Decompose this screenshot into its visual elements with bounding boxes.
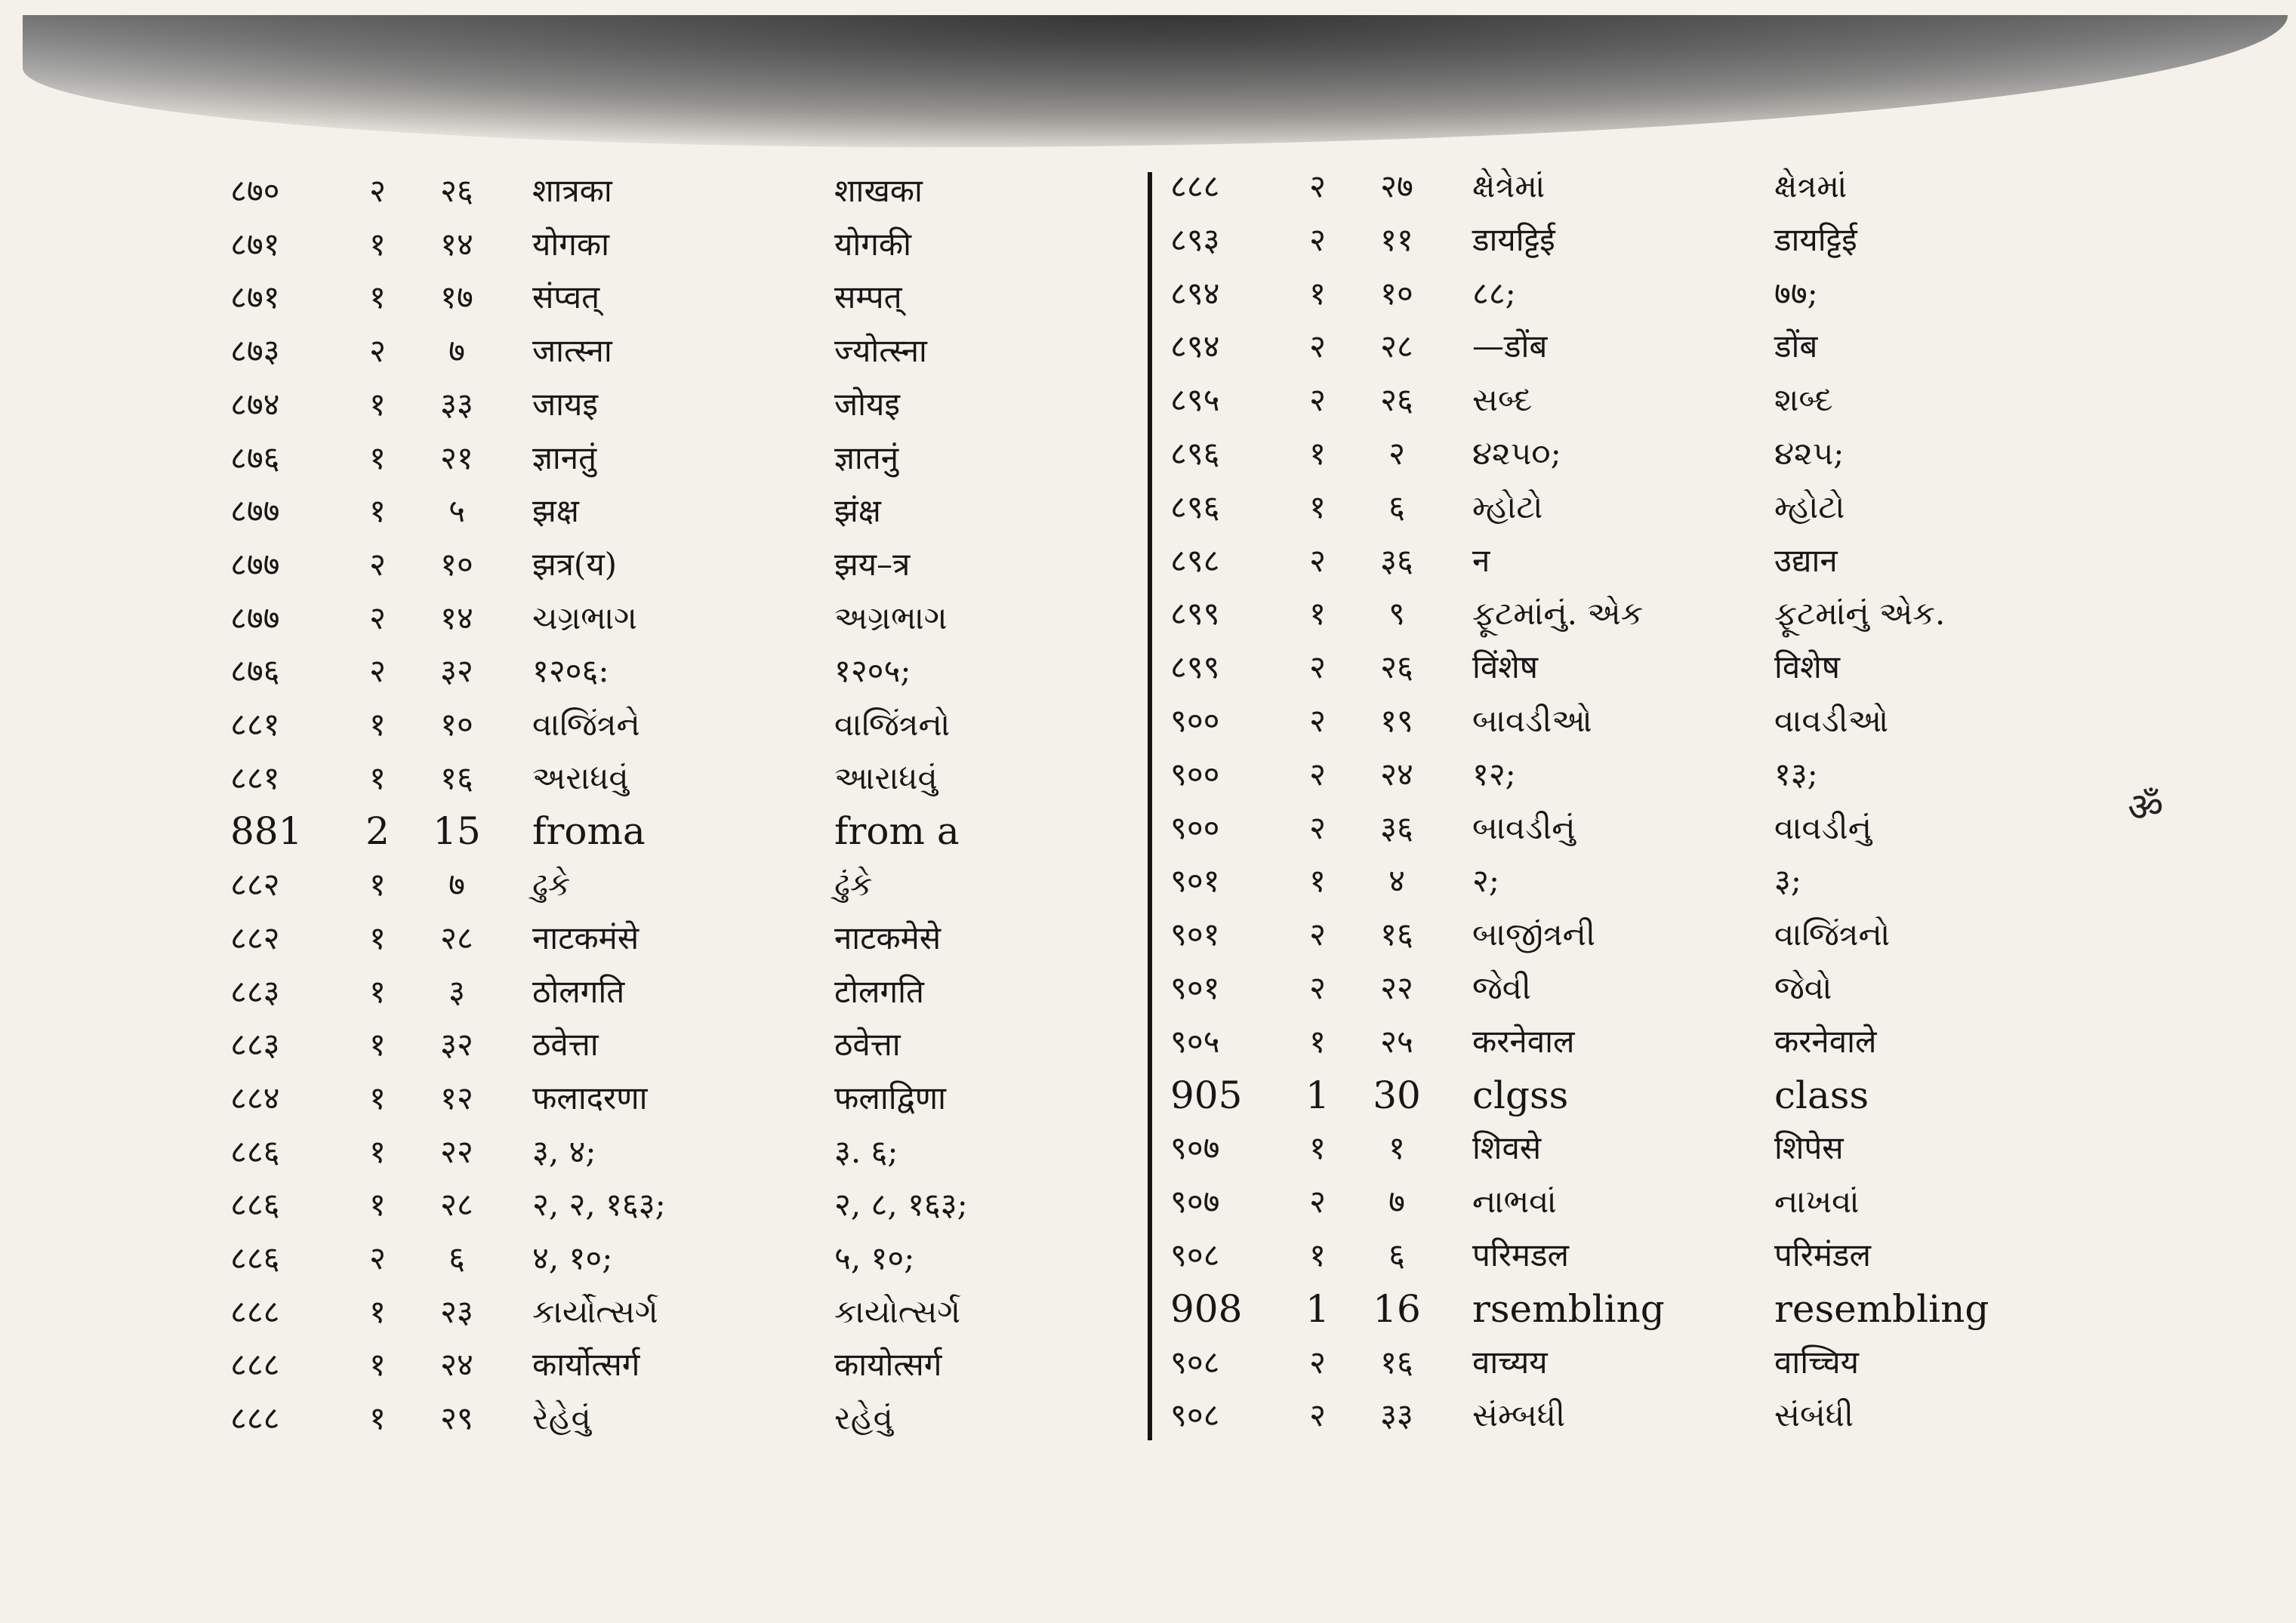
- incorrect-text: ક્ષેત્રેમાં: [1472, 168, 1546, 205]
- line-number: २२: [1380, 969, 1413, 1006]
- line-number: ६: [448, 1240, 465, 1277]
- column-number: १: [369, 279, 386, 316]
- line-number: २८: [440, 919, 473, 956]
- column-number: १: [1309, 1129, 1326, 1167]
- correct-text: વાજિંત્રનો: [834, 706, 951, 743]
- correct-text: ठवेत्ता: [834, 1026, 901, 1064]
- correct-text: આરાધવું: [834, 759, 938, 796]
- line-number: १९: [1380, 702, 1413, 739]
- incorrect-text: સંમ્બધી: [1472, 1397, 1566, 1434]
- column-number: १: [1309, 435, 1326, 472]
- line-number: 15: [433, 809, 481, 854]
- correct-text: सम्पत्: [834, 279, 902, 316]
- line-number: १०: [440, 545, 473, 583]
- incorrect-text: ८८;: [1472, 274, 1516, 312]
- incorrect-text: ठवेत्ता: [532, 1026, 599, 1064]
- line-number: ६: [1388, 1236, 1405, 1273]
- page-number: ९०७: [1170, 1183, 1220, 1221]
- page-number: ९०१: [1170, 862, 1220, 900]
- page-number: ९०१: [1170, 969, 1220, 1006]
- correct-text: કાયોત્સર્ગ: [834, 1292, 961, 1330]
- page-number: ८७६: [230, 652, 280, 690]
- line-number: ६: [1388, 488, 1405, 525]
- line-number: २४: [1380, 755, 1413, 793]
- errata-entry: [1170, 1126, 2296, 1171]
- correct-text: डोंब: [1774, 328, 1818, 365]
- incorrect-text: વાજિંત્રને: [532, 706, 640, 743]
- line-number: ३३: [1380, 1397, 1413, 1434]
- correct-text: અગ્રભાગ: [834, 599, 948, 636]
- incorrect-text: शिवसे: [1472, 1129, 1542, 1167]
- incorrect-text: ४, १०;: [532, 1240, 613, 1277]
- incorrect-text: જેવી: [1472, 969, 1531, 1006]
- incorrect-text: મ્હોટો: [1472, 488, 1543, 525]
- column-number: २: [369, 545, 386, 583]
- correct-text: नाटकमेसे: [834, 919, 942, 956]
- page-number: ८७१: [230, 279, 280, 316]
- errata-entry: [1170, 858, 2296, 904]
- errata-entry: [1170, 431, 2296, 476]
- page-number: 908: [1170, 1286, 1243, 1331]
- correct-text: રહેવું: [834, 1400, 893, 1437]
- incorrect-text: करनेवाल: [1472, 1022, 1575, 1060]
- line-number: ३: [448, 972, 465, 1010]
- errata-entry: [1170, 1179, 2296, 1224]
- line-number: १०: [1380, 274, 1413, 312]
- column-number: १: [1309, 1236, 1326, 1273]
- incorrect-text: परिमडल: [1472, 1236, 1569, 1273]
- page-number: ८८३: [230, 1026, 280, 1064]
- correct-text: ૪૨૫;: [1774, 435, 1845, 472]
- correct-text: झंक्ष: [834, 492, 881, 530]
- correct-text: ક્ષેત્રમાં: [1774, 168, 1848, 205]
- column-number: २: [1309, 381, 1326, 419]
- errata-entry: [1170, 538, 2296, 584]
- line-number: २६: [440, 172, 473, 209]
- correct-text: शाखका: [834, 172, 923, 209]
- errata-entry: [1170, 217, 2296, 263]
- line-number: २७: [1380, 168, 1413, 205]
- incorrect-text: ठोलगति: [532, 972, 625, 1010]
- page-number: 905: [1170, 1073, 1243, 1117]
- incorrect-text: —डोंब: [1472, 328, 1548, 365]
- column-number: २: [1309, 1343, 1326, 1381]
- line-number: १: [1388, 1129, 1405, 1167]
- line-number: १६: [1380, 916, 1413, 953]
- column-number: २: [1309, 328, 1326, 365]
- incorrect-text: १२;: [1472, 755, 1516, 793]
- incorrect-text: झक्ष: [532, 492, 579, 530]
- page-number: ८८२: [230, 866, 280, 904]
- page-number: ८७६: [230, 439, 280, 476]
- incorrect-text: नाटकमंसे: [532, 919, 639, 956]
- page-number: ८९९: [1170, 648, 1220, 686]
- page-number: ८८१: [230, 706, 280, 743]
- incorrect-text: न: [1472, 541, 1490, 579]
- incorrect-text: शात्रका: [532, 172, 612, 209]
- incorrect-text: ચગ્રભાગ: [532, 599, 637, 636]
- incorrect-text: બાવડીઓ: [1472, 702, 1592, 739]
- errata-entry: [1170, 324, 2296, 369]
- line-number: ३६: [1380, 541, 1413, 579]
- column-number: 1: [1305, 1073, 1330, 1117]
- page-number: ८९३: [1170, 220, 1220, 258]
- incorrect-text: clgss: [1472, 1073, 1569, 1117]
- column-number: १: [1309, 595, 1326, 633]
- correct-text: ७७;: [1774, 274, 1818, 312]
- incorrect-text: वाच्यय: [1472, 1343, 1548, 1381]
- line-number: ३२: [440, 652, 473, 690]
- column-number: १: [369, 439, 386, 476]
- incorrect-text: સબ્દ: [1472, 381, 1533, 419]
- column-number: १: [369, 919, 386, 956]
- page-number: ८८८: [1170, 168, 1220, 205]
- page-number: ८९६: [1170, 488, 1220, 525]
- column-number: १: [369, 706, 386, 743]
- page-number: ९०८: [1170, 1236, 1220, 1273]
- column-number: २: [1309, 916, 1326, 953]
- column-number: २: [1309, 702, 1326, 739]
- line-number: १०: [440, 706, 473, 743]
- line-number: २५: [1380, 1022, 1413, 1060]
- margin-mark: ॐ: [2128, 785, 2164, 830]
- column-number: २: [1309, 1397, 1326, 1434]
- line-number: 30: [1373, 1073, 1421, 1117]
- line-number: ५: [448, 492, 465, 530]
- column-number: २: [1309, 969, 1326, 1006]
- line-number: १७: [440, 279, 473, 316]
- line-number: ७: [448, 332, 465, 370]
- column-number: १: [1309, 862, 1326, 900]
- correct-text: योगकी: [834, 225, 912, 263]
- column-number: १: [369, 866, 386, 904]
- page-number: ८८६: [230, 1240, 280, 1277]
- correct-text: करनेवाले: [1774, 1022, 1877, 1060]
- correct-text: ३;: [1774, 862, 1801, 900]
- column-number: १: [369, 972, 386, 1010]
- errata-entry: [1170, 698, 2296, 744]
- correct-text: વાવડીનું: [1774, 808, 1872, 846]
- correct-text: ફૂટમાંનું એક.: [1774, 595, 1946, 633]
- correct-text: સંબંધી: [1774, 1397, 1854, 1434]
- page-number: ८७४: [230, 385, 280, 423]
- incorrect-text: ૪૨૫૦;: [1472, 435, 1561, 472]
- correct-text: फलाद्विणा: [834, 1079, 947, 1116]
- page-number: ८७७: [230, 492, 280, 530]
- incorrect-text: ज्ञानतुं: [532, 439, 597, 476]
- line-number: २९: [440, 1400, 473, 1437]
- correct-text: શબ્દ: [1774, 381, 1833, 419]
- page-number: ९०८: [1170, 1343, 1220, 1381]
- column-number: १: [369, 1292, 386, 1330]
- errata-entry: [1170, 645, 2296, 690]
- page-number: ८८३: [230, 972, 280, 1010]
- column-number: १: [369, 1346, 386, 1384]
- correct-text: from a: [834, 809, 960, 854]
- correct-text: મ્હોટો: [1774, 488, 1845, 525]
- correct-text: जोयइ: [834, 385, 901, 423]
- incorrect-text: झत्र(य): [532, 545, 618, 583]
- column-number: १: [369, 225, 386, 263]
- page-number: ८९९: [1170, 595, 1220, 633]
- incorrect-text: १२०६:: [532, 652, 609, 690]
- page-number: ९०८: [1170, 1397, 1220, 1434]
- page-number: ९०७: [1170, 1129, 1220, 1167]
- line-number: २: [1388, 435, 1405, 472]
- incorrect-text: जात्स्ना: [532, 332, 612, 370]
- errata-entry: [1170, 965, 2296, 1011]
- incorrect-text: નાભવાં: [1472, 1183, 1557, 1221]
- correct-text: ज्योत्स्ना: [834, 332, 927, 370]
- incorrect-text: संप्वत्: [532, 279, 600, 316]
- correct-text: ३. ६;: [834, 1132, 898, 1170]
- column-number: १: [369, 1400, 386, 1437]
- page-number: ८९८: [1170, 541, 1220, 579]
- incorrect-text: રેહેવું: [532, 1400, 591, 1437]
- line-number: ३२: [440, 1026, 473, 1064]
- incorrect-text: ફૂટમાંનું. એક: [1472, 595, 1644, 633]
- page-number: ९०१: [1170, 916, 1220, 953]
- correct-text: વાવડીઓ: [1774, 702, 1889, 739]
- line-number: २२: [440, 1132, 473, 1170]
- correct-text: वाच्चिय: [1774, 1343, 1859, 1381]
- incorrect-text: rsembling: [1472, 1286, 1665, 1331]
- line-number: 16: [1373, 1286, 1421, 1331]
- line-number: १४: [440, 599, 473, 636]
- page-number: 881: [230, 809, 303, 854]
- page-number: ९००: [1170, 702, 1220, 739]
- line-number: ७: [1388, 1183, 1405, 1221]
- errata-entry: [1170, 164, 2296, 209]
- errata-entry: [1170, 1073, 2296, 1118]
- page-number: ८८१: [230, 759, 280, 796]
- errata-entry: [1170, 1233, 2296, 1278]
- column-number: १: [369, 492, 386, 530]
- correct-text: टोलगति: [834, 972, 924, 1010]
- column-number: २: [1309, 220, 1326, 258]
- column-number: १: [1309, 488, 1326, 525]
- incorrect-text: २;: [1472, 862, 1499, 900]
- line-number: ३६: [1380, 808, 1413, 846]
- line-number: १४: [440, 225, 473, 263]
- page-number: ८८८: [230, 1292, 280, 1330]
- errata-entry: [1170, 271, 2296, 316]
- column-number: 2: [365, 809, 390, 854]
- correct-text: उद्यान: [1774, 541, 1838, 579]
- page-number: ९००: [1170, 755, 1220, 793]
- incorrect-text: डायट्टिई: [1472, 220, 1555, 258]
- correct-text: शिपेस: [1774, 1129, 1844, 1167]
- column-number: २: [1309, 808, 1326, 846]
- correct-text: class: [1774, 1073, 1869, 1117]
- page-number: ८८६: [230, 1186, 280, 1224]
- column-number: २: [369, 172, 386, 209]
- incorrect-text: फलादरणा: [532, 1079, 648, 1116]
- line-number: २६: [1380, 381, 1413, 419]
- correct-text: १२०५;: [834, 652, 911, 690]
- line-number: २८: [440, 1186, 473, 1224]
- correct-text: resembling: [1774, 1286, 1989, 1331]
- correct-text: २, ८, १६३;: [834, 1186, 968, 1224]
- line-number: २८: [1380, 328, 1413, 365]
- column-number: २: [1309, 168, 1326, 205]
- column-number: २: [1309, 755, 1326, 793]
- line-number: ११: [1380, 220, 1413, 258]
- correct-text: परिमंडल: [1774, 1236, 1871, 1273]
- errata-entry: [1170, 1340, 2296, 1385]
- page-number: ८८८: [230, 1400, 280, 1437]
- incorrect-text: जायइ: [532, 385, 599, 423]
- column-number: १: [1309, 1022, 1326, 1060]
- column-number: १: [369, 385, 386, 423]
- incorrect-text: विंशेष: [1472, 648, 1539, 686]
- column-number: १: [1309, 274, 1326, 312]
- correct-text: झय–त्र: [834, 545, 911, 583]
- page-number: ८८४: [230, 1079, 280, 1116]
- errata-entry: [1170, 485, 2296, 530]
- line-number: १६: [440, 759, 473, 796]
- column-number: २: [369, 332, 386, 370]
- page-number: ८७०: [230, 172, 280, 209]
- errata-entry: [1170, 591, 2296, 636]
- correct-text: ५, १०;: [834, 1240, 915, 1277]
- line-number: ७: [448, 866, 465, 904]
- page-number: ८९६: [1170, 435, 1220, 472]
- errata-entry: [1170, 912, 2296, 957]
- column-number: १: [369, 1026, 386, 1064]
- correct-text: डायट्टिई: [1774, 220, 1857, 258]
- page-number: ८७३: [230, 332, 280, 370]
- page-number: ९०५: [1170, 1022, 1220, 1060]
- page-number: ८७७: [230, 545, 280, 583]
- line-number: ३३: [440, 385, 473, 423]
- page-number: ८८६: [230, 1132, 280, 1170]
- page-number: ८९४: [1170, 274, 1220, 312]
- line-number: १२: [440, 1079, 473, 1116]
- correct-text: જેવો: [1774, 969, 1832, 1006]
- errata-entry: [1170, 1393, 2296, 1438]
- incorrect-text: કાર્યોત્સર્ગ: [532, 1292, 658, 1330]
- page-number: ८९४: [1170, 328, 1220, 365]
- line-number: २६: [1380, 648, 1413, 686]
- errata-entry: [1170, 1286, 2296, 1332]
- incorrect-text: બાજીંત્રની: [1472, 916, 1595, 953]
- column-divider: [1148, 172, 1152, 1440]
- column-number: २: [1309, 1183, 1326, 1221]
- line-number: ४: [1388, 862, 1405, 900]
- incorrect-text: froma: [532, 809, 646, 854]
- correct-text: विशेष: [1774, 648, 1841, 686]
- incorrect-text: અરાધવું: [532, 759, 629, 796]
- page-number: ८८२: [230, 919, 280, 956]
- incorrect-text: कार्योत्सर्ग: [532, 1346, 640, 1384]
- correct-text: ज्ञातनुं: [834, 439, 899, 476]
- line-number: २४: [440, 1346, 473, 1384]
- column-number: १: [369, 1186, 386, 1224]
- page-number: ९००: [1170, 808, 1220, 846]
- column-number: १: [369, 759, 386, 796]
- page-number: ८७७: [230, 599, 280, 636]
- line-number: १६: [1380, 1343, 1413, 1381]
- page-number: ८८८: [230, 1346, 280, 1384]
- correct-text: વાજિંત્રનો: [1774, 916, 1891, 953]
- line-number: २३: [440, 1292, 473, 1330]
- line-number: ९: [1388, 595, 1405, 633]
- incorrect-text: ઢુકે: [532, 866, 571, 904]
- page-number: ८७१: [230, 225, 280, 263]
- line-number: २१: [440, 439, 473, 476]
- page-number: ८९५: [1170, 381, 1220, 419]
- correct-text: નાખવાં: [1774, 1183, 1860, 1221]
- errata-entry: [1170, 377, 2296, 423]
- correct-text: ઢુંકે: [834, 866, 873, 904]
- column-number: २: [369, 652, 386, 690]
- column-number: २: [1309, 648, 1326, 686]
- column-number: २: [1309, 541, 1326, 579]
- column-number: 1: [1305, 1286, 1330, 1331]
- column-number: २: [369, 599, 386, 636]
- incorrect-text: બાવડીનું: [1472, 808, 1576, 846]
- column-number: २: [369, 1240, 386, 1277]
- incorrect-text: ३, ४;: [532, 1132, 596, 1170]
- incorrect-text: २, २, १६३;: [532, 1186, 666, 1224]
- column-number: १: [369, 1079, 386, 1116]
- column-number: १: [369, 1132, 386, 1170]
- errata-entry: [1170, 1019, 2296, 1064]
- incorrect-text: योगका: [532, 225, 610, 263]
- correct-text: १३;: [1774, 755, 1818, 793]
- correct-text: कायोत्सर्ग: [834, 1346, 942, 1384]
